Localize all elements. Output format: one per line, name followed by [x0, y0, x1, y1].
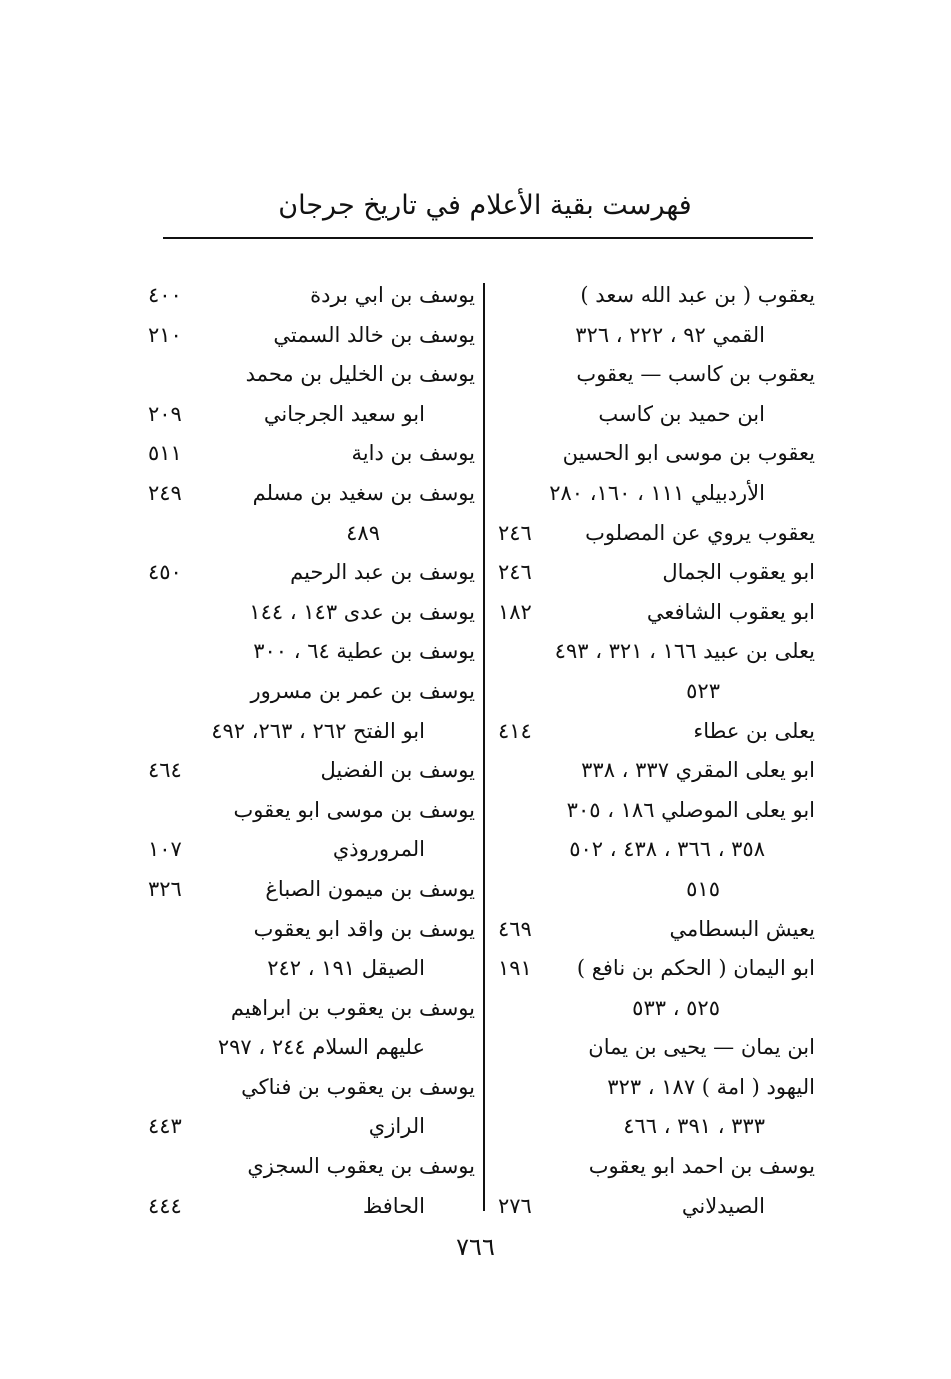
entry-name: ابو الفتح ٢٦٢ ، ٢٦٣، ٤٩٢ — [211, 718, 425, 743]
index-entry — [490, 553, 815, 593]
index-entry — [140, 553, 475, 593]
entry-name: ٥١٥ — [686, 876, 720, 901]
index-entry — [140, 712, 475, 752]
entry-name: الصيقل ١٩١ ، ٢٤٢ — [267, 956, 425, 981]
entry-pages: ١٨٢ — [498, 599, 532, 624]
entry-name: يوسف بن موسى ابو يعقوب — [233, 797, 475, 822]
entry-name: يعلى بن عطاء — [693, 718, 815, 743]
index-entry — [140, 395, 475, 435]
entry-name: يوسف بن احمد ابو يعقوب — [588, 1154, 815, 1179]
index-entry — [140, 276, 475, 316]
index-entry — [490, 395, 815, 435]
entry-name: يوسف بن عدى ١٤٣ ، ١٤٤ — [249, 599, 475, 624]
index-entry — [140, 593, 475, 633]
entry-name: يوسف بن يعقوب السجزي — [247, 1154, 475, 1179]
index-entry — [490, 593, 815, 633]
entry-name: يوسف بن واقد ابو يعقوب — [253, 916, 475, 941]
entry-name: يوسف بن داية — [351, 441, 475, 466]
entry-pages: ٢٤٦ — [498, 560, 532, 585]
entry-pages: ٥١١ — [148, 441, 182, 466]
index-entry — [140, 1107, 475, 1147]
entry-name: يعقوب ( بن عبد الله سعد ) — [580, 283, 815, 307]
entry-pages: ٤١٤ — [498, 718, 532, 743]
index-entry — [490, 474, 815, 514]
entry-name: يوسف بن عبد الرحيم — [290, 560, 475, 585]
entry-name: الصيدلاني — [681, 1193, 765, 1218]
entry-name: ٥٢٣ — [686, 678, 720, 703]
index-entry — [490, 989, 815, 1029]
entry-name: يوسف بن يعقوب بن فناكي — [241, 1074, 475, 1099]
index-entry — [140, 474, 475, 514]
index-entry — [140, 672, 475, 712]
index-entry — [490, 1147, 815, 1187]
entry-name: الأردبيلي ١١١ ، ١٦٠، ٢٨٠ — [549, 480, 765, 505]
index-entry — [490, 1068, 815, 1108]
index-entry — [490, 910, 815, 950]
entry-pages: ٤٠٠ — [148, 283, 182, 307]
index-entry — [140, 1068, 475, 1108]
entry-name: ابو يعقوب الشافعي — [646, 599, 815, 624]
index-entry — [140, 989, 475, 1029]
entry-name: يعيش البسطامي — [669, 916, 815, 941]
index-column-right — [490, 276, 815, 1226]
index-entry — [140, 632, 475, 672]
index-entry — [140, 355, 475, 395]
entry-name: ٣٣٣ ، ٣٩١ ، ٤٦٦ — [623, 1114, 765, 1139]
entry-pages: ١٠٧ — [148, 837, 182, 862]
index-entry — [490, 316, 815, 356]
entry-pages: ٣٢٦ — [148, 876, 182, 901]
entry-name: المروروذي — [332, 837, 425, 862]
entry-name: ابن حميد بن كاسب — [598, 401, 765, 426]
entry-name: يوسف بن سغيد بن مسلم — [252, 480, 475, 505]
entry-name: يوسف بن الفضيل — [320, 758, 475, 783]
index-entry — [140, 1187, 475, 1227]
entry-name: ٣٥٨ ، ٣٦٦ ، ٤٣٨ ، ٥٠٢ — [569, 837, 765, 862]
entry-pages: ٢١٠ — [148, 322, 182, 347]
entry-name: عليهم السلام ٢٤٤ ، ٢٩٧ — [217, 1035, 425, 1060]
index-entry — [140, 316, 475, 356]
index-entry — [140, 910, 475, 950]
entry-pages: ٤٤٤ — [148, 1193, 182, 1218]
index-entry — [490, 672, 815, 712]
index-entry — [140, 1028, 475, 1068]
entry-pages: ٤٥٠ — [148, 560, 182, 585]
index-entry — [490, 632, 815, 672]
entry-name: يعقوب بن موسى ابو الحسين — [562, 441, 815, 466]
entry-name: يوسف بن الخليل بن محمد — [245, 362, 475, 387]
entry-name: الرازي — [368, 1114, 425, 1139]
index-entry — [140, 949, 475, 989]
entry-pages: ١٩١ — [498, 956, 532, 981]
entry-name: يوسف بن ابي بردة — [310, 283, 475, 307]
entry-name: ابو يعلى الموصلي ١٨٦ ، ٣٠٥ — [566, 797, 815, 822]
index-entry — [140, 514, 475, 554]
entry-name: يوسف بن يعقوب بن ابراهيم — [230, 995, 475, 1020]
entry-name: القمي ٩٢ ، ٢٢٢ ، ٣٢٦ — [575, 322, 765, 347]
index-entry — [140, 751, 475, 791]
entry-name: يوسف بن عمر بن مسرور — [250, 678, 475, 703]
entry-pages: ٤٤٣ — [148, 1114, 182, 1139]
entry-name: ابو يعقوب الجمال — [662, 560, 815, 585]
index-column-left — [140, 276, 475, 1226]
entry-pages: ٢٤٦ — [498, 520, 532, 545]
entry-name: يعلى بن عبيد ١٦٦ ، ٣٢١ ، ٤٩٣ — [554, 639, 815, 664]
entry-pages: ٤٦٤ — [148, 758, 182, 783]
index-entry — [140, 870, 475, 910]
index-entry — [490, 1028, 815, 1068]
page-number: ٧٦٦ — [456, 1233, 495, 1261]
entry-name: ٤٨٩ — [346, 520, 380, 545]
index-entry — [140, 830, 475, 870]
index-entry — [490, 712, 815, 752]
index-entry — [490, 830, 815, 870]
entry-name: ٥٢٥ ، ٥٣٣ — [632, 995, 720, 1020]
index-entry — [490, 514, 815, 554]
entry-name: يعقوب يروي عن المصلوب — [585, 520, 815, 545]
page-title: فهرست بقية الأعلام في تاريخ جرجان — [278, 190, 692, 221]
index-entry — [490, 791, 815, 831]
index-entry — [490, 355, 815, 395]
index-entry — [490, 1187, 815, 1227]
index-entry — [490, 870, 815, 910]
index-entry — [490, 1107, 815, 1147]
entry-name: ابو سعيد الجرجاني — [263, 401, 425, 426]
entry-name: اليهود ( امة ) ١٨٧ ، ٣٢٣ — [607, 1074, 815, 1099]
entry-name: يوسف بن عطية ٦٤ ، ٣٠٠ — [253, 639, 475, 664]
entry-name: الحافظ — [362, 1193, 425, 1218]
entry-pages: ٢٧٦ — [498, 1193, 532, 1218]
index-entry — [490, 434, 815, 474]
index-entry — [490, 751, 815, 791]
index-entry — [140, 1147, 475, 1187]
entry-name: يعقوب بن كاسب — يعقوب — [576, 362, 815, 387]
entry-name: ابو اليمان ( الحكم بن نافع ) — [576, 956, 815, 981]
index-entry — [490, 949, 815, 989]
entry-pages: ٢٠٩ — [148, 401, 182, 426]
header-rule — [163, 237, 813, 239]
index-entry — [140, 434, 475, 474]
index-entry — [490, 276, 815, 316]
entry-pages: ٢٤٩ — [148, 480, 182, 505]
entry-pages: ٤٦٩ — [498, 916, 532, 941]
entry-name: ابو يعلى المقري ٣٣٧ ، ٣٣٨ — [581, 758, 815, 783]
entry-name: ابن يمان — يحيى بن يمان — [588, 1035, 815, 1060]
index-entry — [140, 791, 475, 831]
entry-name: يوسف بن خالد السمتي — [273, 322, 475, 347]
entry-name: يوسف بن ميمون الصباغ — [265, 876, 475, 901]
column-separator — [483, 283, 485, 1211]
